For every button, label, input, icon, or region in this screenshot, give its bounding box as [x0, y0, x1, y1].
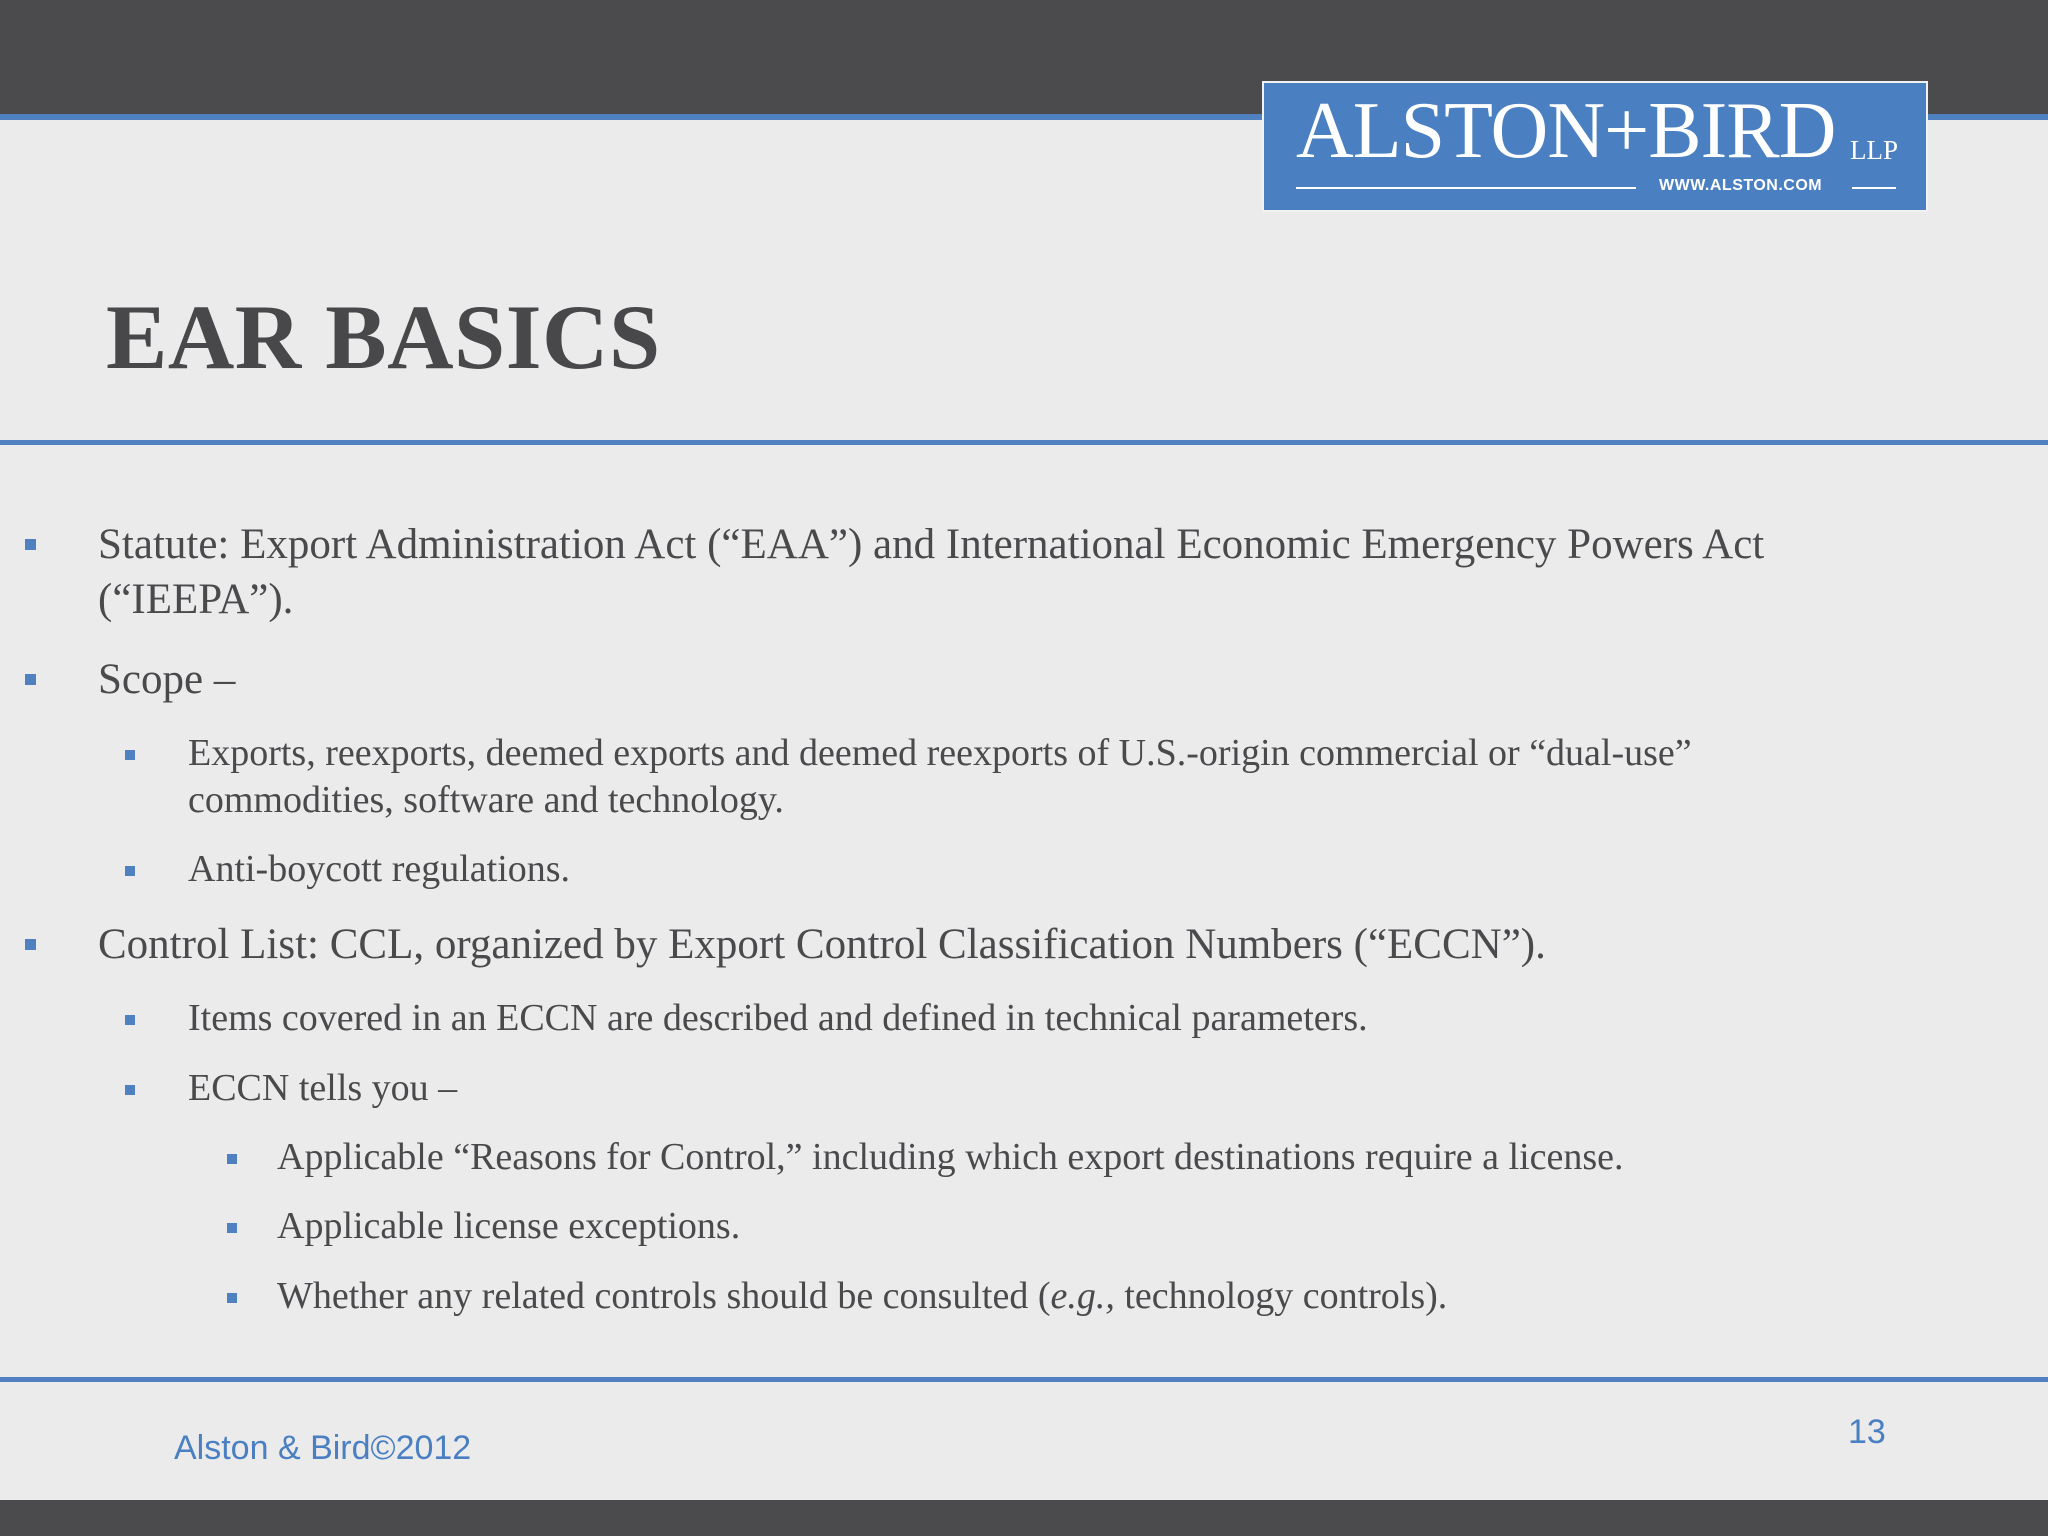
bullet-text: Applicable “Reasons for Control,” including which export destinations require a license. — [277, 1136, 1624, 1178]
sub-sub-bullet-related-controls — [277, 1273, 1877, 1320]
bullet-marker — [25, 939, 36, 950]
title-divider — [0, 440, 2048, 445]
bullet-marker — [125, 866, 135, 876]
logo-url: WWW.ALSTON.COM — [1659, 177, 1823, 194]
bullet-text: Scope – — [98, 656, 236, 703]
bullet-marker — [125, 1015, 135, 1025]
bullet-text-before: Whether any related controls should be consulted ( — [277, 1275, 1051, 1317]
bullet-marker — [25, 674, 36, 685]
bullet-statute — [98, 517, 1858, 627]
sub-bullet-items-covered — [188, 995, 1868, 1042]
bullet-marker — [125, 1085, 135, 1095]
bullet-marker — [227, 1154, 237, 1164]
bullet-text: Control List: CCL, organized by Export Control Classification Numbers (“ECCN”). — [98, 921, 1546, 968]
bullet-text: Statute: Export Administration Act (“EAA”) and International Economic Emergency Powers Act (“IEEPA”). — [98, 521, 1765, 623]
bullet-text: ECCN tells you – — [188, 1067, 458, 1109]
logo-suffix: LLP — [1850, 135, 1899, 165]
bullet-marker — [227, 1223, 237, 1233]
logo-rule-right — [1852, 187, 1896, 189]
slide-title: EAR BASICS — [106, 286, 661, 388]
sub-sub-bullet-exceptions — [277, 1203, 1877, 1250]
bullet-text — [277, 1275, 1447, 1317]
footer-copyright: Alston & Bird©2012 — [174, 1429, 472, 1467]
bullet-text: Items covered in an ECCN are described and defined in technical parameters. — [188, 997, 1368, 1039]
sub-bullet-exports — [188, 730, 1868, 824]
bottom-bar — [0, 1500, 2048, 1536]
bullet-marker — [25, 539, 36, 550]
sub-sub-bullet-reasons — [277, 1134, 1877, 1181]
sub-bullet-eccn-tells — [188, 1065, 1868, 1112]
bullet-text: Anti-boycott regulations. — [188, 848, 571, 890]
page-number: 13 — [1848, 1413, 1886, 1451]
sub-bullet-anti-boycott — [188, 846, 1868, 893]
bullet-marker — [125, 750, 135, 760]
bullet-scope — [98, 652, 1858, 707]
bullet-control-list — [98, 917, 1858, 972]
bullet-marker — [227, 1293, 237, 1303]
bullet-text: Applicable license exceptions. — [277, 1205, 741, 1247]
bullet-text: Exports, reexports, deemed exports and deemed reexports of U.S.-origin commercial or “dual-use” commodities, software and technology. — [188, 732, 1692, 821]
footer-divider — [0, 1377, 2048, 1382]
alston-bird-logo — [1262, 81, 1928, 212]
bullet-text-after: technology controls). — [1114, 1275, 1448, 1317]
bullet-text-italic: e.g., — [1050, 1275, 1115, 1317]
logo-rule-left — [1296, 187, 1636, 189]
logo-name: ALSTON+BIRD — [1296, 87, 1836, 175]
